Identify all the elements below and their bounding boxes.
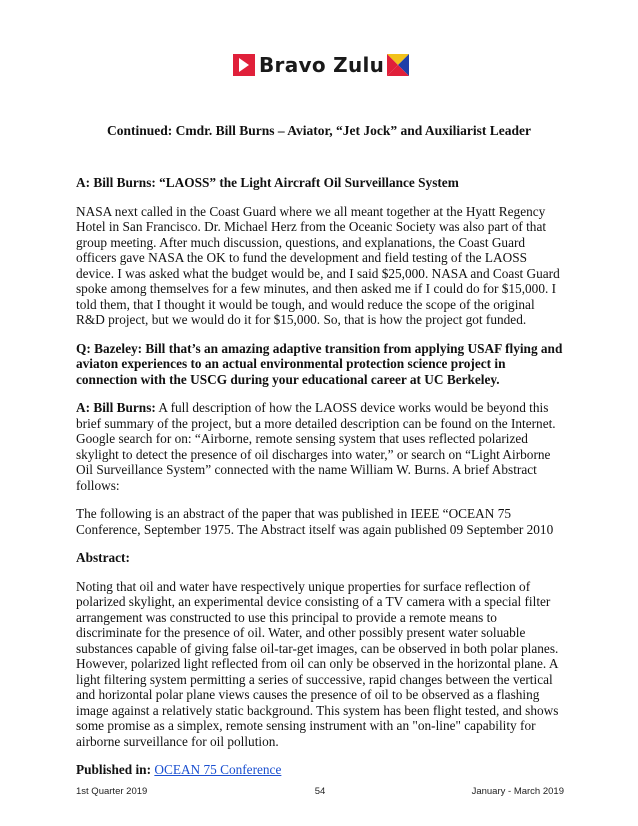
answer-label: A: Bill Burns:	[76, 400, 156, 415]
article-body	[76, 175, 564, 778]
signal-flag-icon	[387, 54, 409, 76]
answer-heading: A: Bill Burns: “LAOSS” the Light Aircraft Oil Surveillance System	[76, 175, 459, 190]
answer-paragraph: NASA next called in the Coast Guard where we all meant together at the Hyatt Regency Hotel in San Francisco. Dr. Michael Herz from the Oceanic Society was also part of that group meeting. After much discussion, questions, and explanations, the Coast Guard officers gave NASA the OK to fund the development and field testing of the LAOSS device. I was asked what the budget would be, and I said $25,000. NASA and Coast Guard spoke among themselves for a few minutes, and then asked me if I could do for $15,000. I told them, that I thought it would be tough, and would reduce the scope of the original R&D project, but we would do it for $15,000. So, that is how the project got funded.	[76, 203, 560, 327]
footer-date-range: January - March 2019	[471, 786, 564, 797]
abstract-paragraph: Noting that oil and water have respectively unique properties for surface reflection of polarized skylight, an experimental device consisting of a TV camera with a special filter arrangement was constructed to use this principal to provide a remote means to discriminate for the presence of oil. Water, and other possibly present water soluable substances capable of giving false oil-tar-get images, can be observed in both polar planes. However, polarized light reflected from oil can only be observed in the horizontal plane. A light filtering system permitting a series of successive, rapid changes between the vertical and horizontal polar plane views causes the presence of oil to be observed as a flashing image against a relatively static background. This system has been flight tested, and shows some promise as a simplex, remote sensing instrument with an "on-line" capability for airborne surveillance for oil pollution.	[76, 578, 559, 749]
answer-paragraph-2	[76, 400, 564, 493]
page-footer	[76, 786, 564, 800]
footer-quarter: 1st Quarter 2019	[76, 786, 148, 797]
section-title: Continued: Cmdr. Bill Burns – Aviator, “Jet Jock” and Auxiliarist Leader	[106, 123, 532, 138]
intro-paragraph: The following is an abstract of the paper that was published in IEEE “OCEAN 75 Conference, September 1975. The Abstract itself was again published 09 September 2010	[76, 506, 554, 537]
logo-text: Bravo Zulu	[259, 53, 385, 77]
red-pennant-icon	[233, 54, 255, 76]
published-line	[76, 762, 564, 778]
conference-link[interactable]: OCEAN 75 Conference	[154, 762, 282, 777]
question-paragraph: Q: Bazeley: Bill that’s an amazing adaptive transition from applying USAF flying and aviaton experiences to an actual environmental protection science project in connection with the USCG during your educational career at UC Berkeley.	[76, 340, 563, 387]
answer-text: A full description of how the LAOSS device works would be beyond this brief summary of the project, but a more detailed description can be found on the Internet. Google search for on: “Airborne, remote sensing system that uses reflected polarized skylight to detect the presence of oil discharges into water,” or search on “Light Airborne Oil Surveillance System” connected with the name William W. Burns. A brief Abstract follows:	[76, 400, 556, 493]
abstract-heading: Abstract:	[76, 550, 130, 565]
page-number: 54	[314, 786, 326, 797]
published-label: Published in:	[76, 762, 152, 777]
bravo-zulu-logo	[233, 54, 409, 80]
